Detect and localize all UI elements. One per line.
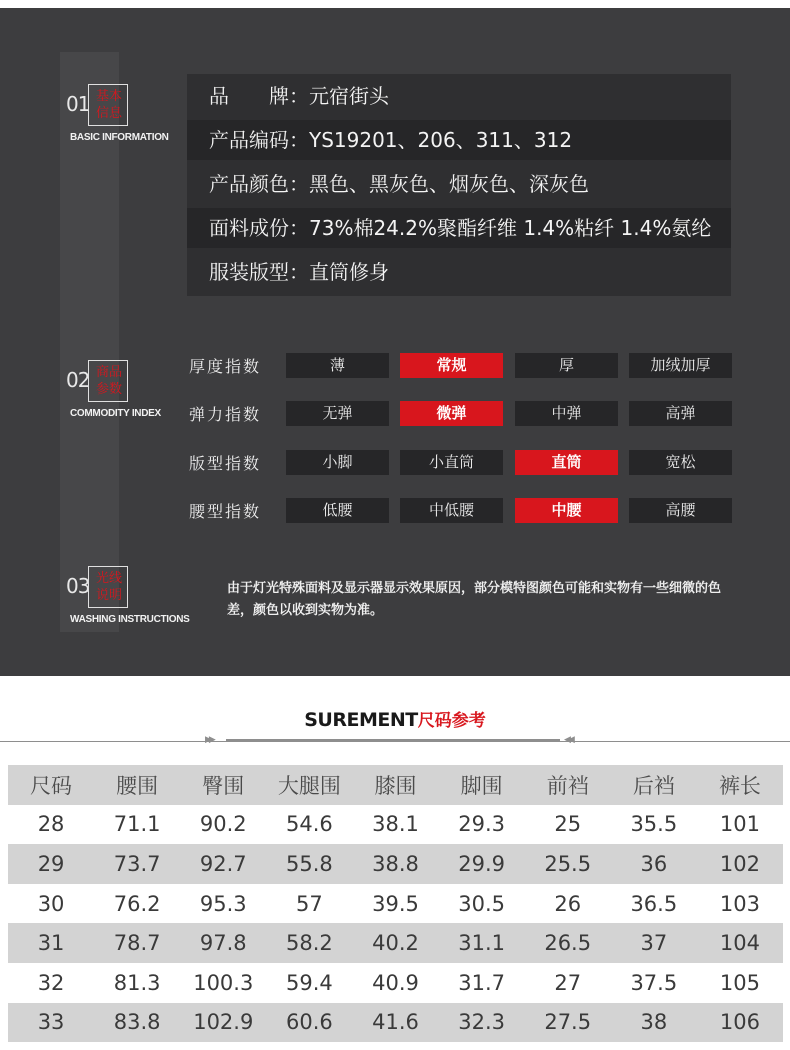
table-header-cell: 后裆: [611, 765, 697, 805]
table-cell: 104: [697, 923, 783, 963]
size-title-en: SUREMENT: [304, 709, 418, 731]
table-cell: 29.9: [439, 844, 525, 884]
table-cell: 36.5: [630, 891, 678, 916]
info-row-brand: [187, 76, 731, 116]
table-cell: 57: [296, 891, 323, 916]
table-row: [8, 805, 783, 845]
info-value: 73%棉24.2%聚酯纤维 1.4%粘纤 1.4%氨纶: [309, 216, 712, 240]
table-cell: 37.5: [630, 970, 678, 995]
index-option: 低腰: [286, 498, 389, 523]
section-title-en: BASIC INFORMATION: [70, 132, 169, 143]
info-value: 直筒修身: [309, 260, 389, 284]
table-cell: 32: [37, 970, 65, 995]
divider-line-right: [560, 741, 790, 742]
table-cell: 27: [554, 970, 582, 995]
index-label: 弹力指数: [189, 405, 262, 424]
table-header-cell: 腰围: [94, 765, 180, 805]
basic-info-box: [187, 74, 731, 296]
table-header-cell: 膝围: [352, 765, 438, 805]
index-label: 腰型指数: [189, 502, 262, 521]
table-cell: 26: [554, 891, 582, 916]
table-cell: 33: [8, 1003, 94, 1043]
table-cell: 37: [611, 923, 697, 963]
index-option: 直筒: [515, 450, 618, 475]
divider-line-left: [0, 741, 226, 742]
index-option: 中低腰: [400, 498, 503, 523]
size-title-zh: 尺码参考: [417, 711, 486, 731]
table-header-row: [8, 765, 783, 805]
table-row: [8, 844, 783, 884]
table-row: [8, 1003, 783, 1043]
table-cell: 92.7: [180, 844, 266, 884]
index-option: 小直筒: [400, 450, 503, 475]
info-label: 服装版型：: [209, 260, 309, 284]
table-cell: 38: [611, 1003, 697, 1043]
table-row: [8, 963, 783, 1003]
table-cell: 31.1: [439, 923, 525, 963]
table-header-cell: 前裆: [525, 765, 611, 805]
index-option: 常规: [400, 353, 503, 378]
table-cell: 41.6: [352, 1003, 438, 1043]
info-label: 品 牌：: [209, 84, 309, 108]
info-row-fit: [187, 252, 731, 292]
info-row-code: [187, 120, 731, 160]
table-row: [8, 923, 783, 963]
table-cell: 58.2: [266, 923, 352, 963]
table-cell: 35.5: [630, 812, 678, 837]
table-cell: 55.8: [266, 844, 352, 884]
table-cell: 83.8: [94, 1003, 180, 1043]
arrow-right-icon: ▶▶: [205, 735, 213, 745]
table-cell: 54.6: [286, 812, 333, 837]
table-cell: 103: [719, 891, 760, 916]
index-option: 无弹: [286, 401, 389, 426]
section-basic-info: [66, 84, 196, 148]
info-value: 元宿街头: [309, 84, 389, 108]
info-row-fabric: [187, 208, 731, 248]
table-cell: 32.3: [439, 1003, 525, 1043]
color-notice: 由于灯光特殊面料及显示器显示效果原因，部分模特图颜色可能和实物有一些细微的色差，颜色以收到实物为准。: [227, 581, 722, 618]
section-washing-instructions: [66, 566, 196, 630]
table-cell: 29.3: [458, 812, 505, 837]
index-label: 厚度指数: [189, 357, 262, 376]
table-cell: 106: [697, 1003, 783, 1043]
section-title-en: COMMODITY INDEX: [70, 408, 161, 419]
index-option: 小脚: [286, 450, 389, 475]
index-option: 高腰: [629, 498, 732, 523]
index-option: 加绒加厚: [629, 353, 732, 378]
table-cell: 30.5: [458, 891, 505, 916]
index-option: 中弹: [515, 401, 618, 426]
table-cell: 102: [697, 844, 783, 884]
size-chart-title: [0, 706, 790, 731]
table-cell: 29: [8, 844, 94, 884]
info-label: 面料成份：: [209, 216, 309, 240]
table-header-cell: 臀围: [180, 765, 266, 805]
table-cell: 101: [719, 812, 760, 837]
section-title-zh: 光线说明: [95, 571, 122, 603]
table-cell: 38.8: [352, 844, 438, 884]
table-cell: 31: [8, 923, 94, 963]
table-cell: 90.2: [199, 812, 247, 837]
table-cell: 38.1: [372, 812, 419, 837]
table-cell: 78.7: [94, 923, 180, 963]
table-cell: 39.5: [372, 891, 419, 916]
table-cell: 40.2: [352, 923, 438, 963]
section-commodity-index: [66, 360, 196, 424]
index-label: 版型指数: [189, 454, 262, 473]
table-cell: 40.9: [372, 970, 419, 995]
section-number: 01: [66, 92, 90, 116]
section-title-zh: 基本信息: [95, 89, 122, 121]
index-option: 厚: [515, 353, 618, 378]
table-header-cell: 尺码: [8, 765, 94, 805]
table-cell: 31.7: [458, 970, 505, 995]
table-cell: 60.6: [266, 1003, 352, 1043]
table-cell: 97.8: [180, 923, 266, 963]
info-row-color: [187, 164, 731, 204]
top-border: [0, 0, 790, 8]
table-cell: 102.9: [180, 1003, 266, 1043]
table-cell: 25: [554, 812, 582, 837]
section-number: 02: [66, 368, 90, 392]
section-title-box: [88, 84, 128, 126]
index-option: 微弹: [400, 401, 503, 426]
table-cell: 30: [37, 891, 65, 916]
table-cell: 59.4: [286, 970, 333, 995]
table-cell: 26.5: [525, 923, 611, 963]
index-option: 宽松: [629, 450, 732, 475]
section-title-box: [88, 566, 128, 608]
table-cell: 100.3: [193, 970, 254, 995]
index-option: 薄: [286, 353, 389, 378]
table-cell: 81.3: [113, 970, 161, 995]
section-number: 03: [66, 574, 90, 598]
table-header-cell: 脚围: [439, 765, 525, 805]
divider-bar: [226, 739, 560, 742]
table-cell: 71.1: [113, 812, 161, 837]
info-label: 产品编码：: [209, 128, 309, 152]
table-cell: 28: [37, 812, 65, 837]
index-option: 高弹: [629, 401, 732, 426]
index-option: 中腰: [515, 498, 618, 523]
table-header-cell: 裤长: [697, 765, 783, 805]
table-header-cell: 大腿围: [266, 765, 352, 805]
table-cell: 25.5: [525, 844, 611, 884]
arrow-left-icon: ◀◀: [564, 735, 572, 745]
table-cell: 27.5: [525, 1003, 611, 1043]
info-value: 黑色、黑灰色、烟灰色、深灰色: [309, 172, 589, 196]
section-title-en: WASHING INSTRUCTIONS: [70, 614, 190, 625]
table-cell: 95.3: [199, 891, 247, 916]
table-cell: 76.2: [113, 891, 161, 916]
table-cell: 73.7: [94, 844, 180, 884]
section-title-zh: 商品参数: [95, 365, 122, 397]
table-cell: 105: [719, 970, 760, 995]
section-title-box: [88, 360, 128, 402]
info-label: 产品颜色：: [209, 172, 309, 196]
size-table: [8, 765, 783, 1042]
table-cell: 36: [611, 844, 697, 884]
table-row: [8, 884, 783, 924]
info-value: YS19201、206、311、312: [309, 128, 573, 152]
